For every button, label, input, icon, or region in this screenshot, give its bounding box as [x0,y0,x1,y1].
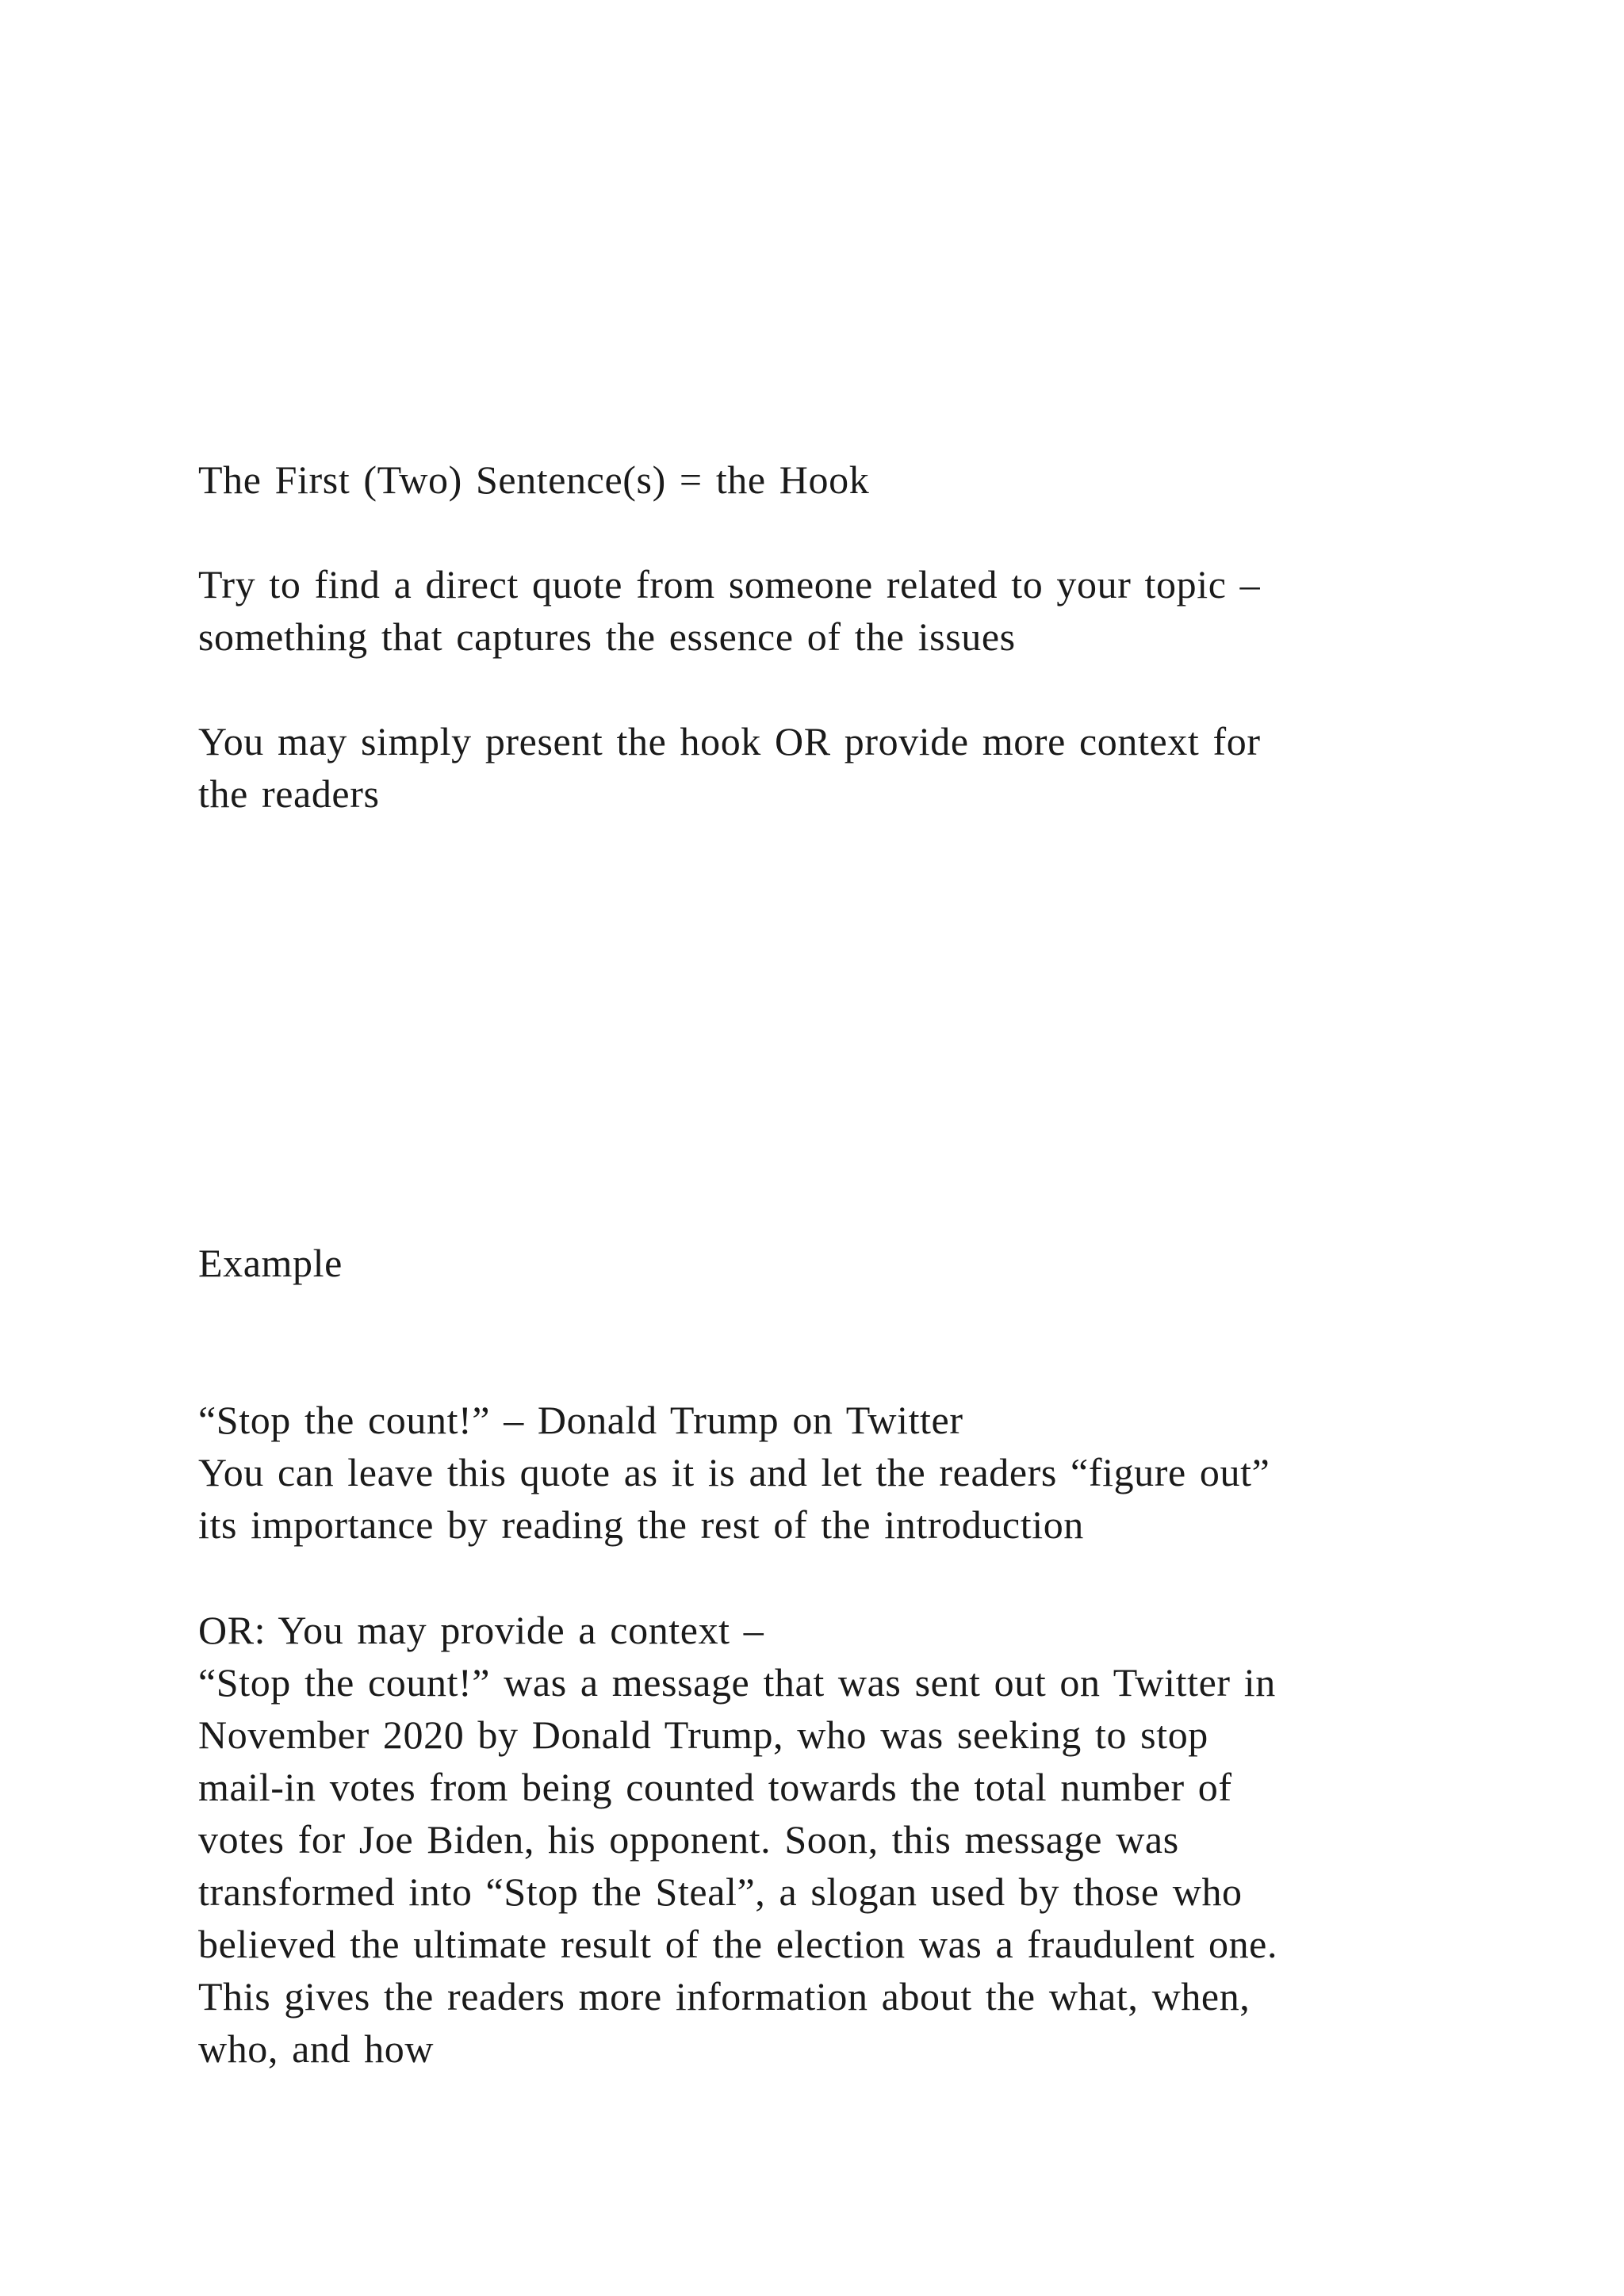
text-line: “Stop the count!” – Donald Trump on Twitter [198,1398,963,1442]
paragraph-example-quote [198,1394,1270,1551]
example-heading [198,1237,343,1289]
text-line: mail-in votes from being counted towards the total number of [198,1765,1232,1809]
text-line: This gives the readers more information about the what, when, [198,1974,1251,2019]
text-line: OR: You may provide a context – [198,1608,764,1652]
text-line: You may simply present the hook OR provide more context for [198,719,1261,763]
text-line: Try to find a direct quote from someone related to your topic – [198,562,1261,607]
text-line: its importance by reading the rest of the introduction [198,1502,1084,1547]
text-line: votes for Joe Biden, his opponent. Soon, this message was [198,1817,1179,1862]
paragraph-present-hook [198,715,1261,820]
heading-hook [198,453,869,506]
text-line: believed the ultimate result of the election was a fraudulent one. [198,1922,1278,1966]
paragraph-context-example [198,1604,1277,2075]
text-line: the readers [198,771,380,816]
text-line: transformed into “Stop the Steal”, a slogan used by those who [198,1869,1243,1914]
text-line: something that captures the essence of the issues [198,614,1016,659]
text-line: who, and how [198,2026,435,2071]
text-line: “Stop the count!” was a message that was sent out on Twitter in [198,1660,1276,1705]
text-line: Example [198,1241,343,1285]
text-line: The First (Two) Sentence(s) = the Hook [198,457,870,502]
paragraph-find-quote [198,558,1260,663]
text-line: November 2020 by Donald Trump, who was seeking to stop [198,1712,1208,1757]
text-line: You can leave this quote as it is and let the readers “figure out” [198,1450,1270,1494]
